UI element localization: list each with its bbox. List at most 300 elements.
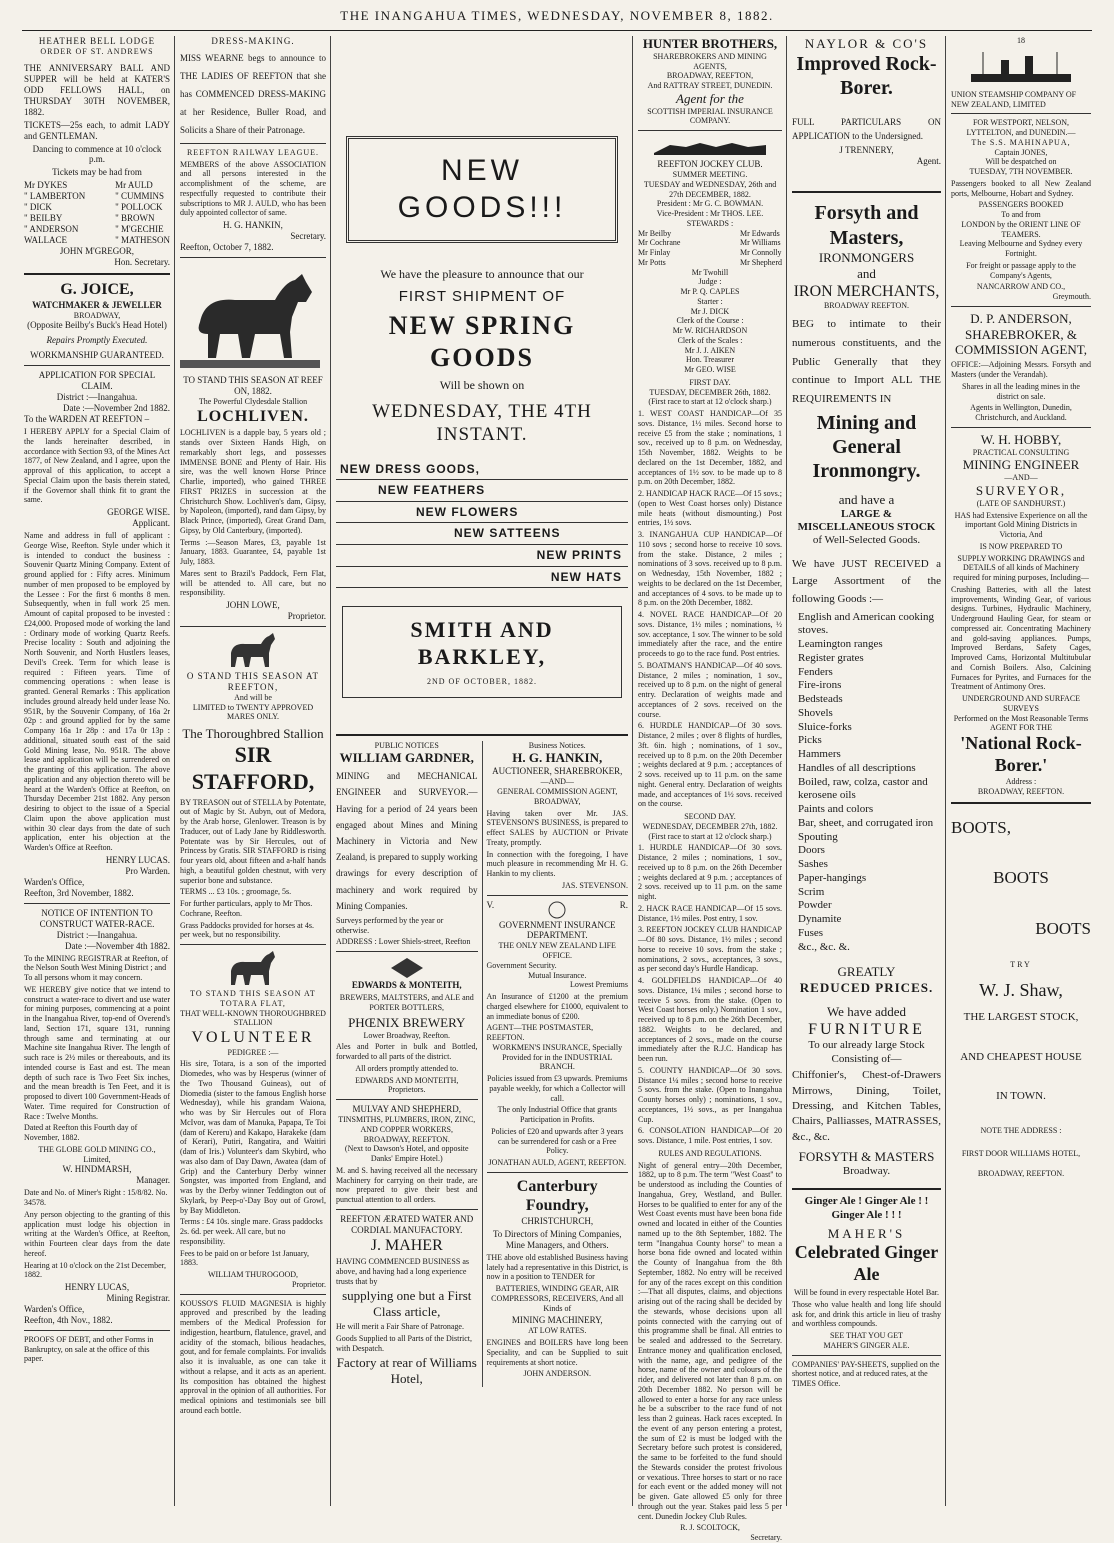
divider bbox=[638, 130, 782, 131]
hobby-list: Crushing Batteries, with all the latest improvements, Winding Gear, of various designs. Turbines, Hydraulic Machinery, Underground Hauling Gear, for steam or compressed air. Concentrating Machinery and gold-saving appliances. Pumps, Improved Berdans, Safety Cages, Improved Cams, Horizontal Multitubular and Cornish Boilers. Also, Calcining Furnaces for Pyrites, and Furnaces for the Treatment of Antimony Ores. bbox=[951, 584, 1091, 692]
proofs-notice: PROOFS OF DEBT, and other Forms in Bankruptcy, on sale at the office of this paper. bbox=[24, 1334, 154, 1364]
club-president: President : Mr G. C. BOWMAN. bbox=[656, 199, 764, 209]
large-stock: LARGE & MISCELLANEOUS STOCK bbox=[797, 507, 936, 533]
goods-list-item: Hammers bbox=[798, 748, 841, 761]
water-to: To the MINING REGISTRAR at Reefton, of the Nelson South West Mining District ; and To all persons whom it may concern. bbox=[24, 953, 169, 983]
insurance-policies: Policies issued from £3 upwards. Premiums payable weekly, for which a Collector will call. bbox=[487, 1074, 628, 1103]
address-value: BROADWAY, REEFTON. bbox=[977, 786, 1065, 796]
lodge-name: Mr AULD bbox=[115, 180, 153, 191]
naylor-full: FULL PARTICULARS ON APPLICATION to the Undersigned. bbox=[792, 116, 941, 142]
gardner-address: ADDRESS : Lower Shiels-street, Reefton bbox=[336, 937, 471, 947]
greatly: GREATLY bbox=[837, 964, 896, 980]
edwards-role: Proprietors. bbox=[387, 1085, 426, 1095]
hunter-place2: And RATTRAY STREET, DUNEDIN. bbox=[647, 81, 773, 91]
water-dated: Dated at Reefton this Fourth day of November, 1882. bbox=[24, 1123, 138, 1143]
note-address: NOTE THE ADDRESS : bbox=[980, 1125, 1062, 1135]
goods-item: NEW SATTEENS bbox=[336, 523, 628, 545]
hankin-body: AUCTIONEER, SHAREBROKER, bbox=[492, 766, 623, 777]
column-3 bbox=[332, 36, 632, 1506]
official: Mr P. Q. CAPLES bbox=[680, 287, 740, 297]
rules-body: Night of general entry—20th December, 1882, up to 8 p.m. The term "West Coast" to be understood as including the Counties of Inangahua, Grey, Westland, and Buller. Horses to be qualified to enter for any of the West Coast events must have been bona fide owned and located in either of the Counties named up to the 8th September, 1882. The term "Inangahua County horse" to mean a horse bona fide owned and located within the County of Inangahua from the 8th September, 1882. No entry will be received for any of the races except on this condition :—That all disputes, claims, and objections arising out of the racing shall be decided by the stewards, whose decisions upon all points connected with the carrying out of this programme shall be final. All entries to be sealed and addressed to the Secretary. Entrance money and qualification enclosed, with the name, age, and pedigree of the horse, name of the owner and colours of the rider, and delivered not later than 8 p.m. on 20th December 1882. No person will be allowed to enter a horse for any race unless he be a subscriber to the race fund of not less than 2 guineas. Hack races excepted. In the event of any person entering a protest, the sum of £2 is must be lodged with the Secretary before such protest is considered, the same to be forfeited to the fund should the Stewards consider the protest frivolous or vexatious. Three horses to start or no race for each event or the added money will not be given. Gate allowed £5 only for three through out the year. Stakes paid less 5 per cent. Dunedin Jockey Club Rules. bbox=[638, 1160, 782, 1521]
goods-list-item: Sashes bbox=[798, 858, 828, 871]
claim-district: District :—Inangahua. bbox=[56, 392, 138, 403]
club-name: REEFTON JOCKEY CLUB. bbox=[657, 159, 763, 170]
small-horse-icon bbox=[223, 631, 283, 671]
goods-list-item: Picks bbox=[798, 734, 822, 747]
stewards-right bbox=[740, 229, 782, 268]
edwards-place: Lower Broadway, Reefton. bbox=[363, 1030, 451, 1040]
lochliven-sig: JOHN LOWE, bbox=[226, 600, 280, 611]
goods-list-item: Scrim bbox=[798, 885, 825, 898]
leaving: Leaving Melbourne and Sydney every Fortnight. bbox=[959, 239, 1083, 258]
canterbury-rates: AT LOW RATES. bbox=[528, 1326, 587, 1336]
aerated-merit: He will merit a Fair Share of Patronage. bbox=[336, 1322, 464, 1332]
goods-item: NEW DRESS GOODS, bbox=[336, 459, 628, 481]
volunteer-terms: Terms : £4 10s. single mare. Grass paddocks 2s. 6d. per week. All care, but no responsibility. bbox=[180, 1217, 323, 1246]
forsyth-broadway: BROADWAY REEFTON. bbox=[823, 301, 910, 311]
water-manager-role: Manager. bbox=[136, 1175, 170, 1186]
forsyth-beg: BEG to intimate to their numerous constituents, and the Public Generally that they continue to Import ALL THE REQUIREMENTS IN bbox=[792, 318, 941, 405]
lodge-name: " LAMBERTON bbox=[24, 191, 86, 202]
goods-item: NEW PRINTS bbox=[336, 545, 628, 567]
water-company: THE GLOBE GOLD MINING CO., Limited, bbox=[38, 1144, 156, 1164]
claim-signer-role: Applicant. bbox=[132, 518, 170, 529]
league-body: MEMBERS of the above ASSOCIATION and all persons interested in the accomplishment of the scheme, are respectfully requested to contribute their subscriptions to MR J. AULD, who has been duly appointed collector of same. bbox=[180, 159, 326, 218]
hunter-place1: BROADWAY, REEFTON, bbox=[666, 71, 754, 81]
lodge-names-right bbox=[115, 180, 170, 246]
hankin-agent: GENERAL COMMISSION AGENT, bbox=[497, 787, 618, 796]
underground: UNDERGROUND AND SURFACE SURVEYS bbox=[961, 694, 1081, 713]
shown-on: Will be shown on bbox=[439, 377, 525, 392]
goods-list-item: Fire-irons bbox=[798, 679, 842, 692]
first-start: (First race to start at 12 o'clock sharp.) bbox=[648, 397, 772, 407]
divider bbox=[336, 734, 628, 736]
aerated-title: REEFTON ÆRATED WATER AND CORDIAL MANUFACTORY. bbox=[340, 1213, 474, 1235]
stewards-left bbox=[638, 229, 680, 268]
anderson-name: D. P. ANDERSON, bbox=[970, 310, 1072, 326]
lodge-name: " CUMMINS bbox=[115, 191, 164, 202]
anderson-agents: Agents in Wellington, Dunedin, Christchurch, and Auckland. bbox=[970, 403, 1072, 423]
hobby-name: W. H. HOBBY, bbox=[980, 431, 1062, 447]
gardner-name: WILLIAM GARDNER, bbox=[339, 750, 474, 766]
column-top-mark: 18 bbox=[1017, 36, 1025, 45]
hankin-place: BROADWAY, bbox=[534, 796, 581, 806]
freight: For freight or passage apply to the Company's Agents, bbox=[966, 260, 1076, 280]
edwards-sig: EDWARDS AND MONTEITH, bbox=[355, 1075, 459, 1085]
iron-merchants: IRON MERCHANTS, bbox=[793, 282, 940, 300]
ironmongry: Ironmongry. bbox=[812, 460, 921, 483]
edwards-name: EDWARDS & MONTEITH, bbox=[351, 980, 462, 991]
divider bbox=[180, 143, 326, 144]
hobby-and: —AND— bbox=[1004, 473, 1038, 483]
hobby-supply: SUPPLY WORKING DRAWINGS and DETAILS of all kinds of Machinery required for mining purposes, Including— bbox=[953, 553, 1089, 583]
lodge-secretary: JOHN M'GREGOR, bbox=[59, 246, 135, 257]
insurance-agent: AGENT—THE POSTMASTER, REEFTON. bbox=[486, 1023, 594, 1043]
divider bbox=[336, 951, 478, 952]
insurance-only-office: The only Industrial Office that grants Participation in Profits. bbox=[497, 1105, 617, 1125]
column-divider bbox=[174, 36, 175, 1506]
column-divider bbox=[945, 36, 946, 1506]
race-entry: 4. GOLDFIELDS HANDICAP—Of 40 sovs. Distance, 1¼ miles ; second horse to receive 5 sovs. from the stake. (Open to West Coast horses only.) Nomination 1 sov., received up to 8 p.m. on the 26th December, 1882. Weights to be declared, and acceptances of 2 sovs., made on the course immediately after the R.J.C. Handicap has been run. bbox=[638, 976, 782, 1064]
aerated-factory: Factory at rear of Williams Hotel, bbox=[336, 1355, 477, 1387]
union-passengers: Passengers booked to all New Zealand ports, Melbourne, Hobart and Sydney. bbox=[951, 178, 1091, 198]
page-header: THE INANGAHUA TIMES, WEDNESDAY, NOVEMBER 8, 1882. bbox=[340, 8, 774, 23]
performed: Performed on the Most Reasonable Terms bbox=[953, 713, 1089, 723]
lodge-names bbox=[24, 180, 170, 246]
divider bbox=[24, 365, 170, 366]
races-day-two bbox=[638, 843, 782, 1146]
goods-item: NEW HATS bbox=[336, 567, 628, 589]
dress-body: MISS WEARNE begs to announce to THE LADIES OF REEFTON that she has COMMENCED DRESS-MAKING at her Residence, Buller Road, and Solicits a Share of their Patronage. bbox=[180, 52, 326, 135]
hunter-company: SCOTTISH IMPERIAL INSURANCE COMPANY. bbox=[647, 106, 773, 126]
business-notices-label: Business Notices. bbox=[528, 740, 586, 750]
surveyor: SURVEYOR, bbox=[975, 483, 1067, 499]
aerated-goods: Goods Supplied to all Parts of the District, with Despatch. bbox=[336, 1333, 472, 1353]
reduced-prices: REDUCED PRICES. bbox=[799, 980, 934, 996]
companies-paysheets: COMPANIES' PAY-SHEETS, supplied on the shortest notice, and at reduced rates, at the TIMES Office. bbox=[792, 1359, 940, 1389]
stafford-sub: The Thoroughbred Stallion bbox=[182, 726, 324, 742]
volunteer-pedigree: PEDIGREE :— bbox=[227, 1047, 279, 1057]
goods-list-item: Handles of all descriptions bbox=[798, 761, 916, 774]
gardner-surveys: Surveys performed by the year or otherwise. bbox=[336, 915, 444, 935]
insurance-surrender: Policies of £20 and upwards after 3 years can be surrendered for cash or a Free Policy. bbox=[491, 1126, 624, 1156]
insurance-body: An Insurance of £1200 at the premium charged elsewhere for £1000, equivalent to an immediate bonus of £200. bbox=[486, 992, 628, 1021]
official: Mr W. RICHARDSON bbox=[672, 326, 748, 336]
mulvay-trade: TINSMITHS, PLUMBERS, IRON, ZINC, AND COPPER WORKERS, bbox=[338, 1115, 476, 1134]
stafford-intro: O STAND THIS SEASON AT REEFTON, bbox=[186, 670, 320, 692]
racehorses-illustration bbox=[650, 135, 770, 159]
public-notices-label: PUBLIC NOTICES bbox=[374, 740, 439, 750]
goods-list-item: Fenders bbox=[798, 665, 833, 678]
claim-office: Warden's Office, bbox=[24, 876, 85, 887]
ginger-found: Will be found in every respectable Hotel Bar. bbox=[794, 1288, 939, 1298]
lodge-secretary-title: Hon. Secretary. bbox=[114, 257, 170, 268]
lodge-tickets: TICKETS—25s each, to admit LADY and GENTLEMAN. bbox=[24, 119, 170, 141]
volunteer-body: His sire, Totara, is a son of the imported Diomedes, who was by Hesperus (winner of the Two Thousand Guineas), out of Diomedia (sister to the famous English horse Wednesday), while his grandam Waiona, who was by Sir Hercules out of Flora McIvor, was dam of Manuka, Papapa, Te Toi (dam of Kereru) and Kakapo, Harakeke (dam of Kerari), Putiri, Rangatira, and Waitiri (dam of Iris.) Volunteer's dam Skybird, who was also dam of Day Dawn, Awatea (dam of Grip) and the Canterbury Derby winner Songster, was imported from England, and was by the Derby winner Teddington out of Skylark, by Peep-o'-Day Boy out of Growl, by Bay Middleton. bbox=[180, 1059, 326, 1215]
firm-date: 2ND OF OCTOBER, 1882. bbox=[427, 676, 537, 686]
shaw-name: W. J. Shaw, bbox=[979, 979, 1063, 1000]
official: Hon. Treasurer bbox=[686, 355, 734, 365]
league-role: Secretary. bbox=[290, 231, 326, 242]
lochliven-terms: Terms :—Season Mares, £3, payable 1st January, 1883. Guarantee, £4, payable 1st July, 1883. bbox=[180, 537, 326, 567]
mulvay-place: BROADWAY, REEFTON. bbox=[363, 1134, 450, 1144]
divider bbox=[336, 1209, 478, 1210]
mining-engineer: MINING ENGINEER bbox=[962, 457, 1080, 473]
lodge-order: ORDER OF ST. ANDREWS bbox=[40, 46, 154, 56]
in-town: IN TOWN. bbox=[996, 1090, 1046, 1103]
water-district: District :—Inangahua. bbox=[56, 929, 138, 940]
claim-warden-role: Pro Warden. bbox=[125, 865, 170, 876]
water-registrar-role: Mining Registrar. bbox=[106, 1292, 170, 1303]
lochliven-name: LOCHLIVEN. bbox=[197, 407, 309, 425]
aerated-supply: supplying one but a First Class article, bbox=[342, 1288, 472, 1320]
union-day: TUESDAY, 7TH NOVEMBER. bbox=[969, 167, 1073, 176]
goods-list-item: Paints and colors bbox=[798, 803, 874, 816]
divider bbox=[951, 113, 1091, 114]
stafford-body: BY TREASON out of STELLA by Potentate, out of Magic by St. Aubyn, out of Medora, by the Arab horse, Glenlower. Treason is by Traducer, out of Lady Jane by Riddlesworth. Potentate was by Sir Hercules, out of Princess by Gratis. SIR STAFFORD is rising four years old, about fifteen and a-half hands high, a beautiful golden chestnut, with very superior bone and substance. bbox=[180, 797, 326, 885]
rock-borer: Improved Rock-Borer. bbox=[796, 52, 937, 100]
joice-name: G. JOICE, bbox=[60, 281, 134, 299]
officials-list bbox=[638, 268, 782, 375]
canterbury-name: Canterbury Foundry, bbox=[516, 1177, 598, 1215]
race-entry: 2. HACK RACE HANDICAP—Of 15 sovs. Distance, 1½ miles. Post entry, 1 sov. bbox=[638, 903, 782, 923]
mulvay-next: (Next to Dawson's Hotel, and opposite Danks' Empire Hotel.) bbox=[344, 1144, 469, 1164]
lodge-name: " DICK bbox=[24, 202, 52, 213]
hankin-and: —AND— bbox=[540, 777, 574, 787]
claim-signer: GEORGE WISE. bbox=[107, 507, 170, 518]
race-entry: 6. HURDLE HANDICAP—Of 30 sovs. Distance, 2 miles ; over 8 flights of hurdles, 3ft. 6in. high ; nominations, of 1 sov., received up to 8 p.m. on the 20th December ; weights declared at 9 p.m. ; acceptances of 2 sovs. received up to 11 p.m. on the same night. General entry. Declaration of weights made, and acceptances of 1½ sovs. received on the course. bbox=[638, 721, 782, 809]
race-entry: 6. CONSOLATION HANDICAP—Of 20 sovs. Distance, 1 mile. Post entries, 1 sov. bbox=[638, 1126, 782, 1146]
official: Clerk of the Scales : bbox=[677, 335, 743, 345]
steward: Mr Finlay bbox=[638, 248, 671, 258]
insurance-workmen: WORKMEN'S INSURANCE, Specially Provided for in the INDUSTRIAL BRANCH. bbox=[492, 1042, 623, 1072]
insurance-agent2: JONATHAN AULD, AGENT, REEFTON. bbox=[488, 1158, 626, 1168]
water-office-date: Reefton, 4th Nov., 1882. bbox=[24, 1314, 113, 1325]
club-vice: Vice-President : Mr THOS. LEE. bbox=[656, 209, 764, 219]
joice-street: BROADWAY, bbox=[73, 310, 121, 320]
volunteer-role: Proprietor. bbox=[292, 1279, 326, 1289]
lodge-body: THE ANNIVERSARY BALL AND SUPPER will be held at KATER'S ODD FELLOWS HALL, on THURSDAY 30TH NOVEMBER, 1882. bbox=[24, 62, 170, 117]
column-5 bbox=[788, 36, 945, 1506]
insurance-mutual: Mutual Insurance. bbox=[528, 970, 587, 980]
edwards-ales: Ales and Porter in bulk and Bottled, forwarded to all parts of the district. bbox=[336, 1042, 478, 1062]
goods-list-item: Leamington ranges bbox=[798, 638, 883, 651]
club-meeting: SUMMER MEETING. bbox=[672, 170, 748, 180]
vr-left: V. bbox=[486, 899, 495, 910]
mining-general: Mining and General bbox=[816, 411, 917, 458]
goods-list-item: Sluice-forks bbox=[798, 720, 852, 733]
canterbury-to: To Directors of Mining Companies, Mine Managers, and Others. bbox=[492, 1228, 622, 1250]
divider bbox=[24, 1330, 170, 1331]
boots-2: BOOTS bbox=[993, 868, 1049, 888]
second-start: (First race to start at 12 o'clock sharp.) bbox=[648, 831, 772, 841]
race-entry: 4. NOVEL RACE HANDICAP—Of 20 sovs. Distance, 1½ miles ; nominations, ½ sov. acceptance, 1 sov. The winner to be sold immediately after the race, and the entire proceeds to go to the race fund. Post entries. bbox=[638, 610, 782, 659]
canterbury-place: CHRISTCHURCH, bbox=[521, 1215, 594, 1226]
volunteer-paid: Fees to be paid on or before 1st January, 1883. bbox=[180, 1248, 309, 1268]
firm-box bbox=[342, 606, 622, 697]
mulvay-body: M. and S. having received all the necessary Machinery for carrying on their trade, are now prepared to give their best and punctual attention to all orders. bbox=[336, 1165, 478, 1205]
divider bbox=[336, 1099, 478, 1100]
naylor-trennery: J TRENNERY, bbox=[839, 145, 894, 156]
union-captain: Captain JONES, bbox=[994, 147, 1048, 157]
vr-right: R. bbox=[619, 899, 628, 910]
divider bbox=[487, 1172, 629, 1173]
first-day: FIRST DAY. bbox=[689, 377, 731, 387]
water-lodged: Date and No. of Miner's Right : 15/8/82. No. 34578. bbox=[24, 1188, 168, 1208]
new-goods-title: NEW GOODS!!! bbox=[397, 154, 567, 224]
hankin-text: Having taken over Mr. JAS. STEVENSON'S BUSINESS, is prepared to effect SALES by AUCTION or Private Treaty, promptly. bbox=[486, 808, 628, 847]
water-title: NOTICE OF INTENTION TO CONSTRUCT WATER-RACE. bbox=[39, 907, 155, 929]
water-registrar: HENRY LUCAS, bbox=[64, 1282, 130, 1293]
hunter-agent: Agent for the bbox=[676, 90, 744, 106]
goods-item: NEW FLOWERS bbox=[336, 502, 628, 524]
ironmongers: IRONMONGERS bbox=[818, 250, 915, 266]
lodge-dancing: Dancing to commence at 10 o'clock p.m. bbox=[32, 143, 162, 165]
goods-list-item: English and American cooking stoves. bbox=[798, 610, 934, 637]
club-dates: TUESDAY and WEDNESDAY, 26th and 27th DECEMBER, 1882. bbox=[643, 179, 777, 199]
goods-list-item: Paper-hangings bbox=[798, 871, 867, 884]
divider bbox=[951, 427, 1091, 428]
and-word: and bbox=[857, 266, 876, 281]
race-entry: 1. HURDLE HANDICAP—Of 30 sovs. Distance, 2 miles ; nominations, 1 sov., received up to 8 p.m. on the 26th December ; weights declared at 9 p.m. ; acceptances of 2 sovs. received up to 11 p.m. on the same night. bbox=[638, 843, 782, 902]
volunteer-sub: THAT WELL-KNOWN THOROUGHBRED STALLION bbox=[180, 1008, 326, 1028]
official: Judge : bbox=[698, 277, 722, 287]
union-title: UNION STEAMSHIP COMPANY OF NEW ZEALAND, LIMITED bbox=[951, 89, 1077, 109]
steward: Mr Shepherd bbox=[740, 257, 782, 267]
boots-3: BOOTS bbox=[1035, 919, 1091, 939]
goods-item: NEW FEATHERS bbox=[336, 480, 628, 502]
lochliven-body: LOCHLIVEN is a dapple bay, 5 years old ; stands over Sixteen Hands High, on remarkably short legs, and possesses IMMENSE BONE and Plenty of Hair. His sire, was the well known Horse Prince Charlie, imported), who gained THREE FIRST PRIZES in succession at the Christchurch Show. Lochliven's dam, Gipsy, by Napoleon, (imported), rand dam Gipsy, by Black Prince, (imported), Great Grand Dam, Gipsy, by Old Canterbury, (imported). bbox=[180, 428, 326, 535]
divider bbox=[951, 802, 1091, 804]
second-date: WEDNESDAY, DECEMBER 27th, 1882. bbox=[642, 821, 778, 831]
steward: Mr Beilby bbox=[638, 228, 672, 238]
steward: Mr Potts bbox=[638, 257, 666, 267]
anderson-trade: SHAREBROKER, & COMMISSION AGENT, bbox=[955, 326, 1087, 358]
lochliven-role: Proprietor. bbox=[287, 611, 326, 622]
joice-trade: WATCHMAKER & JEWELLER bbox=[32, 299, 162, 310]
passengers-booked: PASSENGERS BOOKED bbox=[978, 200, 1064, 210]
anderson-offices: OFFICE:—Adjoining Messrs. Forsyth and Masters (under the Verandah). bbox=[951, 360, 1091, 380]
column-divider bbox=[632, 36, 633, 1506]
spring-goods-title: NEW SPRING GOODS bbox=[388, 311, 576, 372]
steward: Mr Edwards bbox=[740, 228, 780, 238]
aerated-name: J. MAHER bbox=[370, 1236, 443, 1254]
lodge-name: Mr DYKES bbox=[24, 180, 68, 191]
clydesdale-horse-illustration bbox=[180, 262, 320, 372]
steward: Mr Williams bbox=[740, 238, 781, 248]
race-entry: 5. BOATMAN'S HANDICAP—Of 40 sovs. Distance, 2 miles ; nomination, 1 sov., received up to 8 p.m. on the night of general entry. Declaration of weights made and acceptances of 2 sovs. received on the course. bbox=[638, 660, 782, 719]
largest-stock: THE LARGEST STOCK, bbox=[963, 1011, 1079, 1024]
stafford-apply: For further particulars, apply to Mr Thos. Cochrane, Reefton. bbox=[180, 899, 313, 918]
goods-list-item: Shovels bbox=[798, 706, 833, 719]
late-of: (LATE OF SANDHURST.) bbox=[976, 498, 1066, 508]
official: Clerk of the Course : bbox=[676, 316, 744, 326]
goods-list-item: Spouting bbox=[798, 830, 838, 843]
goods-list-item: Dynamite bbox=[798, 913, 842, 926]
joice-location: (Opposite Beilby's Buck's Head Hotel) bbox=[27, 320, 167, 331]
wednesday-date: WEDNESDAY, THE 4TH INSTANT. bbox=[372, 401, 592, 446]
hunter-title: HUNTER BROTHERS, bbox=[642, 36, 778, 51]
canterbury-machinery: MINING MACHINERY, bbox=[511, 1315, 603, 1326]
rules-title: RULES AND REGULATIONS. bbox=[658, 1148, 762, 1158]
official: Mr GEO. WISE bbox=[684, 365, 736, 375]
naylor-agent: Agent. bbox=[916, 156, 941, 167]
vr-line bbox=[487, 900, 629, 920]
national-rock-borer: 'National Rock-Borer.' bbox=[960, 733, 1082, 776]
royal-crest-icon bbox=[542, 900, 572, 920]
union-despatched: Will be despatched on bbox=[985, 157, 1057, 167]
mahers: MAHER'S bbox=[827, 1226, 906, 1242]
orient-line: LONDON by the ORIENT LINE OF TEAMERS. bbox=[961, 219, 1081, 239]
water-body: WE HEREBY give notice that we intend to construct a water-race to divert and use water for mining purposes, commencing at a point in the Inangahua River, top-end of Overend's land, Section 171, square 131, running through same and terminating at our Machine site Inangahua River. The length of such race is 2½ miles or thereabouts, and its intended course is East and est. The mean depth of such race is Two Feet Six inches, and the mean breadth is Ten Feet, and it is proposed to divert 100 Government-Heads of Water. Time required for Construction of Race : Twelve Months. bbox=[24, 984, 170, 1121]
hankin-sig: JAS. STEVENSON. bbox=[561, 880, 628, 890]
hobby-experience: HAS had Extensive Experience on all the important Gold Mining Districts in Victoria, And bbox=[954, 510, 1088, 540]
joice-repairs: Repairs Promptly Executed. bbox=[46, 335, 148, 346]
divider bbox=[180, 626, 326, 627]
water-objection: Any person objecting to the granting of this application must lodge his objection in writing at the Warden's Office, at Reefton, within Fourteen clear days from the date hereof. bbox=[24, 1209, 170, 1258]
lodge-name: WALLACE bbox=[24, 235, 67, 246]
official: Starter : bbox=[697, 296, 723, 306]
goods-list-item: Bedsteads bbox=[798, 693, 843, 706]
boots-1: BOOTS, bbox=[951, 817, 1011, 837]
canterbury-body: THE above old established Business having lately had a representative in this District, is now in a position to TENDER for bbox=[486, 1252, 628, 1282]
lower-right bbox=[483, 741, 629, 1387]
club-sig: R. J. SCOLTOCK, bbox=[680, 1523, 740, 1533]
divider bbox=[180, 1294, 326, 1295]
divider bbox=[792, 1355, 941, 1356]
race-entry: 3. INANGAHUA CUP HANDICAP—Of 110 sovs ; second horse to receive 10 sovs. from the stake. Distance, 2 miles ; nominations of 3 sovs. received up to 8 p.m. on Wednesday, 15th November, 1882 ; weights to be declared on the 1st December, and acceptances of 4 sovs. to be made up to 8 p.m. on the 20th December, 1882. bbox=[638, 530, 782, 608]
union-for: FOR WESTPORT, NELSON, LYTTELTON, and DUNEDIN.— bbox=[966, 118, 1076, 137]
furniture-title: FURNITURE bbox=[808, 1020, 925, 1038]
league-title: REEFTON RAILWAY LEAGUE. bbox=[186, 147, 320, 157]
kousso-notice: KOUSSO'S FLUID MAGNESIA is highly approved and prescribed by the leading members of the Medical Profession for indigestion, heartburn, flatulence, gravel, and acidity of the stomach, bilious headaches, gout, and for female complaints. For invalids also it is invaluable, as one can take it without a relapse, and it acts as an aperient. Its composition has obtained the highest approval in the opinion of all authorities. For medical opinions and testimonials see bill around each bottle. bbox=[180, 1298, 326, 1415]
agents: NANCARROW AND CO., bbox=[976, 282, 1066, 292]
hankin-connection: In connection with the foregoing, I have much pleasure in recommending Mr H. G. Hankin to my clients. bbox=[486, 849, 628, 878]
divider bbox=[180, 944, 326, 945]
insurance-security: Government Security. bbox=[486, 960, 557, 970]
coat-of-arms-icon bbox=[387, 956, 427, 980]
edwards-orders: All orders promptly attended to. bbox=[355, 1063, 459, 1073]
insurance-only: THE ONLY NEW ZEALAND LIFE OFFICE. bbox=[498, 941, 616, 961]
goods-list-item: Boiled, raw, colza, castor and kerosene oils bbox=[798, 775, 928, 802]
header-rule bbox=[22, 30, 1092, 31]
anderson-shares: Shares in all the leading mines in the district on sale. bbox=[962, 381, 1080, 401]
column-divider bbox=[330, 36, 331, 1506]
hunter-sub: SHAREBROKERS AND MINING AGENTS, bbox=[653, 51, 767, 71]
dress-title: DRESS-MAKING. bbox=[211, 36, 295, 46]
first-shipment: FIRST SHIPMENT OF bbox=[398, 287, 566, 305]
first-door: FIRST DOOR WILLIAMS HOTEL, bbox=[961, 1149, 1081, 1159]
divider bbox=[180, 257, 326, 258]
divider bbox=[792, 1188, 941, 1190]
try: TRY bbox=[1010, 959, 1032, 969]
lower-left bbox=[336, 741, 483, 1387]
goods-list bbox=[792, 611, 941, 955]
race-entry: 1. WEST COAST HANDICAP—Of 35 sovs. Distance, 1½ miles. Second horse to receive £5 from the stake ; nominations, 1 sov., received up to 8 p.m. on Wednesday, 15th November, 1882. Weights to be declared on the 1st December, 1882, and acceptances of 1½ sov. to be made up to 8 p.m. on 20th December, 1882. bbox=[638, 409, 782, 487]
claim-details: Name and address in full of applicant : George Wise, Reefton. Style under which it is intended to conduct the business : Souvenir Quartz Mining Company. Extent of ground applied for : Fifty acres. Minimum number of men proposed to be employed by the Lessee : For the first 6 months 8 men. Subsequently, when in full work 25 men. Amount of capital proposed to be invested : £24,000. Proposed mode of working the land : Ordinary mode of working Quartz Reefs. Precise locality : South and adjoining the North Souvenir, and North Hustlers leases, Devil's Creek. Term for which lease is required : Fifteen years. Time of commencing operations : when lease is granted. General Remarks : This application includes ground already held under lease No. 951R, by the Souvenir Company, of 16a 2r 02p : and ground applied for by the same Company 16a 1r 28p : and 17a 0r 13p : additional, situated south east of the said Gold Mining lease, No. 951R. The above lease and application will be surrendered on the granting of this application. The above application and any objection thereto will be heard at the Warden's Office at Reefton, on Thursday December 21st 1882. Any person desiring to object to the issue of a Special Claim upon the above application must within 30 clear days from the date of such application, enter his objection at the Warden's Office at Reefton. bbox=[24, 531, 170, 853]
goods-list-item: Fuses bbox=[798, 926, 824, 939]
mulvay-name: MULVAY AND SHEPHERD, bbox=[352, 1104, 462, 1115]
hobby-prepared: IS NOW PREPARED TO bbox=[979, 541, 1063, 551]
divider bbox=[487, 895, 629, 896]
joice-guarantee: WORKMANSHIP GUARANTEED. bbox=[30, 350, 164, 361]
edwards-brewery: PHŒNIX BREWERY bbox=[348, 1014, 466, 1030]
claim-body: I HEREBY APPLY for a Special Claim of the lands hereinafter described, in accordance with Section 93, of the Mines Act 1877, of New Zealand, and I agree, upon the approval of this application, to accept a Special Claim upon the basis therein stated, if the Governor shall think fit to grant the same. bbox=[24, 427, 170, 505]
goods-items bbox=[336, 459, 628, 589]
lodge-name: " BROWN bbox=[115, 213, 155, 224]
official: Mr Twohill bbox=[691, 267, 729, 277]
firm-name: SMITH AND BARKLEY, bbox=[410, 617, 554, 670]
lochliven-paddock: Mares sent to Brazil's Paddock, Fern Flat, will be attended to. All care, but no responsibility. bbox=[180, 568, 326, 598]
divider bbox=[951, 306, 1091, 307]
lodge-tickets-from: Tickets may be had from bbox=[52, 167, 142, 178]
broadway-reefton: BROADWAY, REEFTON. bbox=[977, 1169, 1065, 1179]
league-sig: H. G. HANKIN, bbox=[223, 220, 283, 231]
claim-title: APPLICATION FOR SPECIAL CLAIM. bbox=[38, 370, 156, 392]
ginger-value: Those who value health and long life should ask for, and drink this article in lieu of trashy and worthless compounds. bbox=[792, 1299, 941, 1329]
water-date: Date :—November 4th 1882. bbox=[65, 940, 170, 951]
small-horse-icon bbox=[223, 949, 283, 989]
lodge-name: " ANDERSON bbox=[24, 224, 79, 235]
first-date: TUESDAY, DECEMBER 26th, 1882. bbox=[649, 387, 771, 397]
lower-section bbox=[336, 741, 628, 1387]
cheapest-house: AND CHEAPEST HOUSE bbox=[960, 1050, 1082, 1063]
agent-for: AGENT FOR THE bbox=[990, 723, 1052, 733]
large-stock-consisting: To our already large Stock Consisting of— bbox=[808, 1039, 925, 1065]
fm-place: Broadway. bbox=[842, 1165, 891, 1178]
forsyth-name: Forsyth and Masters, bbox=[814, 202, 919, 249]
aerated-body: HAVING COMMENCED BUSINESS as above, and having had a long experience trusts that by bbox=[336, 1257, 469, 1286]
